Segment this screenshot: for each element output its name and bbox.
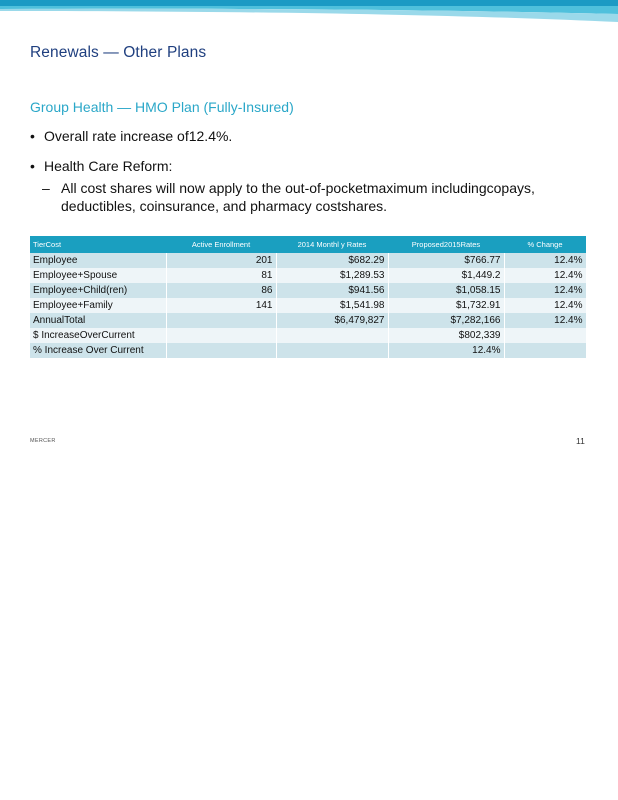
enrollment-cell xyxy=(166,328,276,343)
header-proposed-2015-rates: Proposed2015Rates xyxy=(388,236,504,253)
tier-cell: Employee+Spouse xyxy=(30,268,166,283)
change-cell: 12.4% xyxy=(504,253,586,268)
rate-2014-cell xyxy=(276,343,388,358)
tier-cell: Employee xyxy=(30,253,166,268)
rate-2015-cell: $7,282,166 xyxy=(388,313,504,328)
header-active-enrollment: Active Enrollment xyxy=(166,236,276,253)
bullet-rate-increase: • Overall rate increase of12.4%. xyxy=(30,128,590,145)
change-cell: 12.4% xyxy=(504,268,586,283)
table-header-row xyxy=(30,236,586,253)
table-row-annual-total xyxy=(30,313,586,328)
table-row xyxy=(30,268,586,283)
rate-2015-cell: $766.77 xyxy=(388,253,504,268)
header-2014-rates: 2014 Monthl y Rates xyxy=(276,236,388,253)
enrollment-cell: 141 xyxy=(166,298,276,313)
table-row xyxy=(30,298,586,313)
header-wave-band xyxy=(0,0,618,24)
table-row-dollar-increase xyxy=(30,328,586,343)
change-cell: 12.4% xyxy=(504,283,586,298)
change-cell xyxy=(504,328,586,343)
page-number: 11 xyxy=(576,436,585,446)
section-subtitle: Group Health — HMO Plan (Fully-Insured) xyxy=(30,99,294,115)
enrollment-cell: 81 xyxy=(166,268,276,283)
header-tier-cost: TierCost xyxy=(30,236,166,253)
rate-2015-cell: $802,339 xyxy=(388,328,504,343)
enrollment-cell xyxy=(166,343,276,358)
dash-marker: – xyxy=(42,180,50,196)
enrollment-cell: 86 xyxy=(166,283,276,298)
bullet-health-care-reform: • Health Care Reform: xyxy=(30,158,590,175)
sub-bullet-text: All cost shares will now apply to the out-of-pocketmaximum includingcopays, deductibles, coinsurance, and pharmacy costshares. xyxy=(61,180,535,214)
enrollment-cell xyxy=(166,313,276,328)
tier-cell: $ IncreaseOverCurrent xyxy=(30,328,166,343)
rate-2014-cell: $1,541.98 xyxy=(276,298,388,313)
rate-2015-cell: $1,058.15 xyxy=(388,283,504,298)
table-row xyxy=(30,253,586,268)
change-cell: 12.4% xyxy=(504,298,586,313)
rates-table xyxy=(30,236,587,358)
page-title: Renewals — Other Plans xyxy=(30,44,207,61)
enrollment-cell: 201 xyxy=(166,253,276,268)
table-row xyxy=(30,283,586,298)
rate-2015-cell: $1,732.91 xyxy=(388,298,504,313)
rate-2014-cell: $1,289.53 xyxy=(276,268,388,283)
tier-cell: AnnualTotal xyxy=(30,313,166,328)
rate-2015-cell: $1,449.2 xyxy=(388,268,504,283)
rate-2015-cell: 12.4% xyxy=(388,343,504,358)
rate-2014-cell: $682.29 xyxy=(276,253,388,268)
tier-cell: Employee+Family xyxy=(30,298,166,313)
rate-2014-cell xyxy=(276,328,388,343)
header-percent-change: % Change xyxy=(504,236,586,253)
tier-cell: % Increase Over Current xyxy=(30,343,166,358)
change-cell xyxy=(504,343,586,358)
mercer-logo: MERCER xyxy=(30,438,56,444)
tier-cell: Employee+Child(ren) xyxy=(30,283,166,298)
bullet-list xyxy=(30,128,590,215)
table-row-percent-increase xyxy=(30,343,586,358)
change-cell: 12.4% xyxy=(504,313,586,328)
sub-bullet-cost-shares xyxy=(30,179,590,215)
rate-2014-cell: $6,479,827 xyxy=(276,313,388,328)
rate-2014-cell: $941.56 xyxy=(276,283,388,298)
